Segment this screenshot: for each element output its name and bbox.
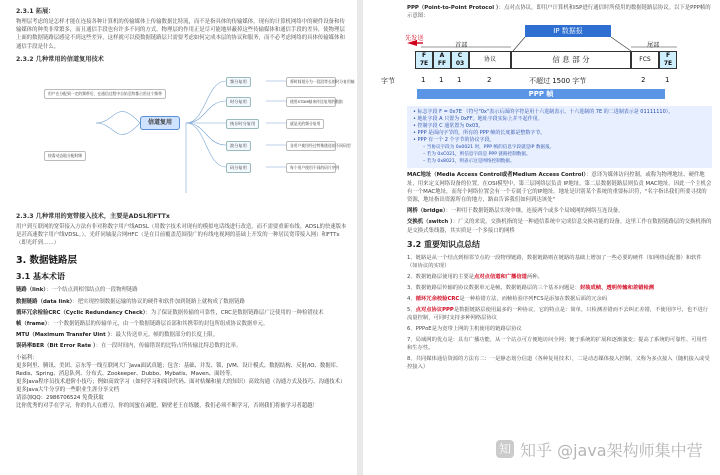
chapter-3-title: 3. 数据链路层 bbox=[16, 255, 78, 267]
bonus-block bbox=[16, 354, 347, 410]
ppp-frame-band: PPP 帧 bbox=[417, 89, 665, 99]
mind-leaf: 将时间划分为一段段等长的时分复用帧 bbox=[286, 77, 336, 87]
frame-subnote: – 若为 0xC021，则信息字段是 PPP 链路控制数据。 bbox=[423, 152, 531, 158]
frame-notes bbox=[407, 106, 712, 168]
ppp-intro: PPP（Point-to-Point Protocol ）：点对点协议。即用户计算机和ISP进行通信时所使用的数据链路层协议。以下是PPP帧的示意图： bbox=[407, 5, 711, 20]
field-flag-end: F 7E bbox=[659, 51, 677, 69]
frame-note: • 控制字段 C 通常置为 0x03。 bbox=[413, 123, 484, 130]
document-page-left bbox=[0, 0, 357, 475]
term-item: 链路（link）：一个结点到相邻结点的一段物理链路 bbox=[16, 287, 138, 294]
bonus-line: 更多Java大牛分享的一些职业生涯分享文档 bbox=[16, 386, 120, 393]
mind-branch: 时分复用 bbox=[226, 97, 251, 107]
header-label: 首部 bbox=[455, 42, 468, 50]
bonus-line: 更多Java程序员技术进阶小技巧；例如高效学习（如何学习和阅读代码、面对枯燥和量大的知识）高效沟通（沟通方式及技巧、沟通技术） bbox=[16, 378, 346, 385]
section-2-3-2-title: 2.3.2 几种常用的信道复用技术 bbox=[16, 55, 104, 63]
field-address: A FF bbox=[433, 51, 451, 69]
frame-subnote: – 当协议字段为 0x0021 时，PPP 帧的信息字段就是IP 数据报。 bbox=[423, 145, 555, 151]
mind-leaf: 各用户使用经过特殊挑选的不同码型 bbox=[286, 141, 336, 151]
section-2-3-3-title: 2.3.3 几种常用的宽带接入技术，主要是ADSL和FTTx bbox=[16, 212, 170, 220]
bytes-label: 字节 bbox=[381, 77, 395, 86]
mind-branch: 统计时分复用 bbox=[226, 119, 259, 129]
mind-leaf: 用户在分配到一定的频带后，在通信过程中自始至终都占用这个频带 bbox=[44, 89, 166, 99]
byte-count: 不超过 1500 字节 bbox=[529, 77, 587, 86]
bonus-line: 更多阿里、腾讯、美团、京东等一线互联网大厂Java面试真题；包含：基础、并发、锁、JVM、设计模式、数据结构、反射/IO、数据库、Redis、Spring、消息队列、分布式、Zookeeper、Dubbo、Mybatis、Maven、面经等。 bbox=[16, 362, 342, 377]
byte-count: 2 bbox=[487, 76, 492, 85]
byte-count: 1 bbox=[457, 76, 462, 85]
section-2-3-1-title: 2.3.1 拓展： bbox=[16, 8, 55, 15]
definition-item: MAC地址（Media Access Control或者Medium Access Control）：意译为媒体访问控制，或称为物理地址、硬件地址，用来定义网络设备的位置。在OSI模型中，第三层网络层负责 IP地址，第二层数据链路层则负责 MAC地址。因此一个主机会有一个MAC地址，而每个网络位置会有一个专属于它的IP地址。地址是识别某个系统的重要标识符，"名字指出我们所要寻找的资源，地址指出资源所在的地方，路由告诉我们如何到达该处" bbox=[407, 172, 712, 204]
term-item: 循环冗余检验CRC（Cyclic Redundancy Check）：为了保证数据传输的可靠性，CRC是数据链路层广泛使用的一种检错技术 bbox=[16, 309, 324, 316]
byte-count: 1 bbox=[421, 76, 426, 85]
byte-count: 1 bbox=[439, 76, 444, 85]
section-2-3-1-paragraph: 物理层考虑的是怎样才能在连接各种计算机的传输媒体上传输数据比特流，而不是指具体的传输媒体。现有的计算机网络中的硬件设备和传输媒体的种类非常繁多，而且通信手段也有许多不同的方式。物理层的作用正是尽可能地屏蔽掉这些传输媒体和通信手段的差异，使物理层上面的数据链路层感觉不到这些差异，这样就可以使数据链路层只需要考虑如何完成本层的协议和服务，而不必考虑网络的具体传输媒体和通信手段是什么。 bbox=[16, 19, 345, 50]
term-item: MTU（Maximum Transfer Uint ）：最大传送单元。帧的数据部分的长度上限。 bbox=[16, 332, 219, 339]
ppp-frame-diagram bbox=[381, 23, 697, 103]
section-2-3-3-paragraph: 用户到互联网的宽带接入方法有非对称数字用户线ADSL（用数字技术对现有的模拟电话线进行改造，而不需要重新布线。ADSL的快速版本是甚高速数字用户线VDSL。），光纤同轴混合网HFC（是在目前覆盖范围很广的有线电视网的基础上开发的一种居民宽带接入网）和FTTx（即光纤到……） bbox=[16, 223, 347, 247]
key-point: 1、链路是从一个结点到相邻节点的一段物理链路，数据链路则在链路的基础上增加了一些必要的硬件（如网络适配器）和软件（如协议的实现） bbox=[407, 254, 702, 269]
mind-leaf: 就是光的频分复用 bbox=[286, 119, 324, 129]
section-3-1-title: 3.1 基本术语 bbox=[16, 272, 65, 282]
document-page-right bbox=[363, 0, 720, 475]
field-fcs: FCS bbox=[631, 51, 659, 69]
mind-branch: 码分复用 bbox=[226, 163, 251, 173]
frame-note: • 标志字段 F = 0x7E （符号"0x"表示后面的字符是用十六进制表示。十六进制的 7E 的二进制表示是 01111110）。 bbox=[413, 109, 674, 116]
ip-datagram-label: IP 数据报 bbox=[525, 25, 611, 37]
frame-note: • PPP 是面向字节的，所有的 PPP 帧的长度都是整数字节。 bbox=[413, 130, 546, 137]
field-control: C 03 bbox=[451, 51, 469, 69]
section-3-2-title: 3.2 重要知识点总结 bbox=[407, 239, 480, 249]
mind-branch: 波分复用 bbox=[226, 141, 251, 151]
definition-item: 交换机（switch ）：广义的来说，交换机指的是一种通信系统中完成信息交换功能的设备。这里工作在数据链路层的交换机指的是交换式集线器，其实质是一个多接口的网桥 bbox=[407, 219, 712, 234]
key-point: 7、局域网的优点是：具有广播功能，从一个站点可方便地访问全网；便于系统的扩展和逐渐演变；提高了系统的可靠性、可用性和生存性。 bbox=[407, 336, 708, 351]
mind-root-node: 信道复用 bbox=[140, 116, 180, 130]
key-point: 8、共同媒体通信资源的方法有二：一是静态划分信道（各种复用技术），二是动态媒体接入控制，又称为多点接入（随机接入或受控接入） bbox=[407, 355, 710, 370]
field-protocol: 协议 bbox=[469, 51, 511, 69]
send-first-label: 先发送 bbox=[405, 35, 424, 43]
mind-leaf: 使用STDM帧来传送复用的数据 bbox=[286, 97, 336, 107]
byte-count: 1 bbox=[665, 76, 670, 85]
field-flag-start: F 7E bbox=[415, 51, 433, 69]
definition-item: 网桥（bridge）：一种用于数据链路层实现中继，连接两个或多个局域网的网络互连设备。 bbox=[407, 208, 624, 215]
bonus-title: 小福利： bbox=[16, 354, 38, 361]
frame-note: • PPP 有一个 2 个字节的协议字段。 bbox=[413, 137, 495, 144]
watermark-text: 知乎 @java架构师集中营 bbox=[520, 441, 703, 460]
multiplexing-mind-map bbox=[36, 67, 355, 205]
byte-count: 2 bbox=[641, 76, 646, 85]
key-point: 3、数据链路层传输的协议数据单元是帧。数据链路层的三个基本问题是：封装成帧、透明传输和差错检测 bbox=[407, 284, 655, 291]
frame-subnote: – 若为 0x8021，则表示这是网络控制数据。 bbox=[423, 159, 515, 165]
term-item: 数据链路（data link）：把实现控制数据运输的协议的硬件和软件加到链路上就构成了数据链路 bbox=[16, 298, 245, 305]
field-information: 信 息 部 分 bbox=[511, 51, 631, 69]
key-point: 6、PPPoE是为宽带上网的主机使用的链路层协议 bbox=[407, 325, 522, 332]
key-point: 5、点对点协议PPP是数据链路层使用最多的一种协议，它的特点是：简单，只检测差错而不去纠正差错，不使用序号，也不进行流量控制，可同时支持多种网络层协议 bbox=[407, 306, 709, 321]
mind-leaf: 按需动态地分配时隙 bbox=[44, 151, 86, 161]
zhihu-logo-icon: 知 bbox=[496, 440, 514, 458]
mind-leaf: 每个用户使用不同的码片序列 bbox=[286, 163, 336, 173]
trailer-label: 尾部 bbox=[647, 42, 660, 50]
key-point: 2、数据链路层使用的主要是点对点信道和广播信道两种。 bbox=[407, 273, 543, 280]
key-point: 4、循环冗余校验CRC是一种检错方法，而帧检验序列FCS是添加在数据后面的冗余码 bbox=[407, 295, 608, 302]
term-item: 误码率BER（Bit Error Rate ）：在一段时间内，传输错误的比特占所传输比特总数的比率。 bbox=[16, 343, 242, 350]
bonus-line: 比你优秀的对手在学习，你的仇人在磨刀，你的闺蜜在减肥，隔壁老王在练腰，我们必须不断学习，否则我们将被学习者超越！ bbox=[16, 402, 318, 409]
mind-map-connectors bbox=[36, 67, 336, 205]
frame-note: • 地址字段 A 只置为 0xFF。地址字段实际上并不起作用。 bbox=[413, 116, 543, 123]
mind-branch: 频分复用 bbox=[226, 77, 251, 87]
bonus-line: 请添加QQ：2986706524 免费获取 bbox=[16, 394, 104, 401]
term-item: 帧（frame）：一个数据链路层的传输单元，由一个数据链路层首部和其携带的封包所组成协议数据单元。 bbox=[16, 321, 269, 328]
